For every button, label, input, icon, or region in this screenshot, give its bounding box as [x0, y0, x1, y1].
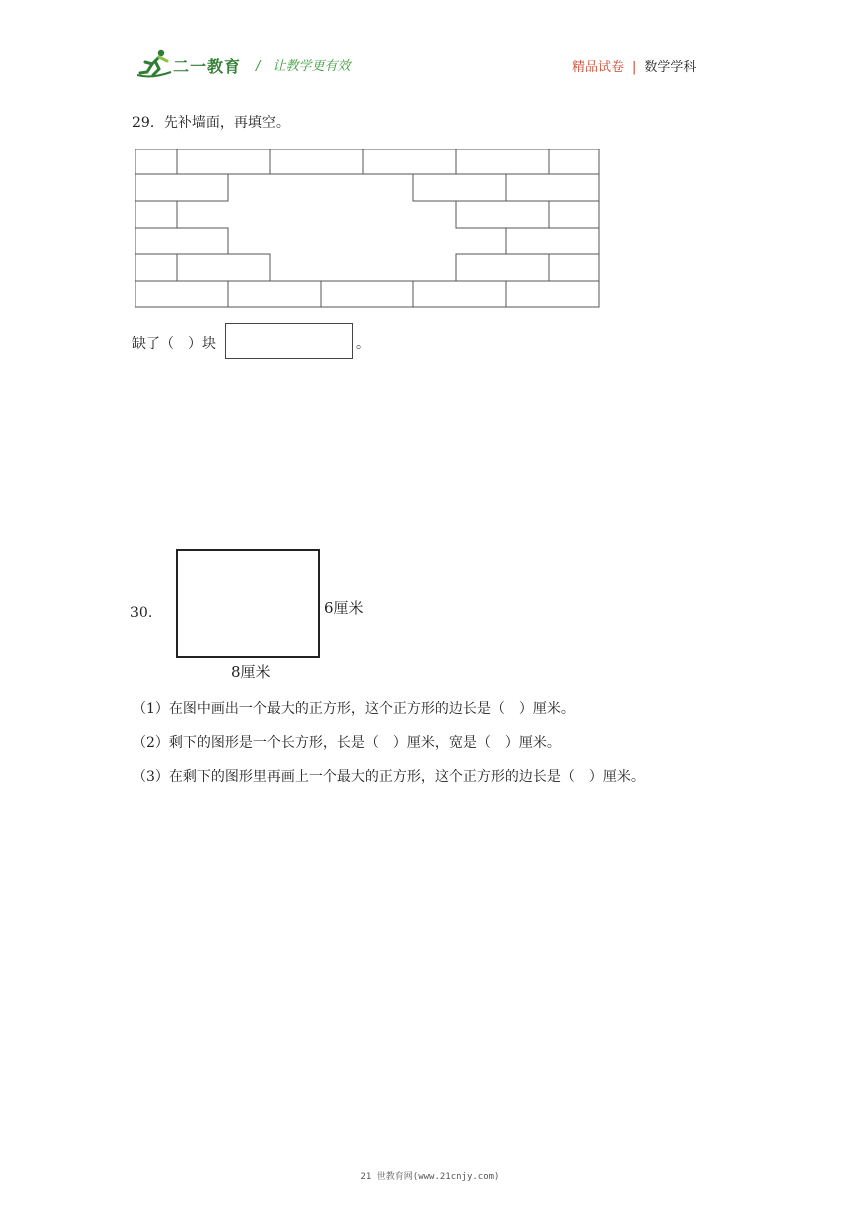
header-divider: |	[632, 60, 637, 75]
brick	[506, 228, 599, 254]
q29-fill-prefix: 缺了（ ）块	[132, 336, 216, 352]
brick	[549, 254, 599, 281]
right-dimension-label: 6厘米	[324, 599, 364, 617]
slogan-divider: /	[256, 59, 261, 74]
brick	[135, 174, 228, 201]
brick	[270, 149, 363, 174]
q30-number: 30.	[130, 605, 153, 621]
premium-label: 精品试卷	[572, 60, 625, 75]
subject-label: 数学学科	[644, 60, 697, 75]
brick	[549, 201, 599, 228]
slogan	[256, 55, 351, 74]
brick-wall-diagram	[135, 149, 601, 309]
runner-logo-icon	[137, 48, 173, 78]
footer: 21 世教育网(www.21cnjy.com)	[360, 1172, 500, 1182]
brick	[549, 149, 599, 174]
brick	[456, 149, 549, 174]
brick	[135, 149, 177, 174]
q30-part-2: （2）剩下的图形是一个长方形，长是（ ）厘米，宽是（ ）厘米。	[132, 735, 561, 751]
q29-title: 29．先补墙面，再填空。	[132, 115, 290, 131]
slogan-text: 让教学更有效	[272, 59, 351, 74]
bottom-dimension-label: 8厘米	[231, 663, 271, 681]
brick	[413, 174, 506, 201]
brick	[135, 281, 228, 307]
brick	[413, 281, 506, 307]
brick	[135, 254, 177, 281]
q30-part-1: （1）在图中画出一个最大的正方形，这个正方形的边长是（ ）厘米。	[132, 701, 575, 717]
header-right	[572, 56, 696, 75]
brick	[506, 174, 599, 201]
rectangle-figure	[176, 549, 320, 658]
brick	[135, 228, 228, 254]
brick-answer-box	[225, 323, 353, 359]
brick	[456, 201, 549, 228]
logo	[137, 48, 173, 82]
q29-fill-suffix: 。	[356, 336, 370, 352]
brick	[177, 149, 270, 174]
brick	[135, 201, 177, 228]
brick	[363, 149, 456, 174]
brick	[456, 254, 549, 281]
brick	[321, 281, 413, 307]
logo-text: 二一教育	[173, 57, 242, 76]
q30-part-3: （3）在剩下的图形里再画上一个最大的正方形，这个正方形的边长是（ ）厘米。	[132, 769, 645, 785]
brick	[177, 254, 270, 281]
brick	[228, 281, 321, 307]
brick	[506, 281, 599, 307]
